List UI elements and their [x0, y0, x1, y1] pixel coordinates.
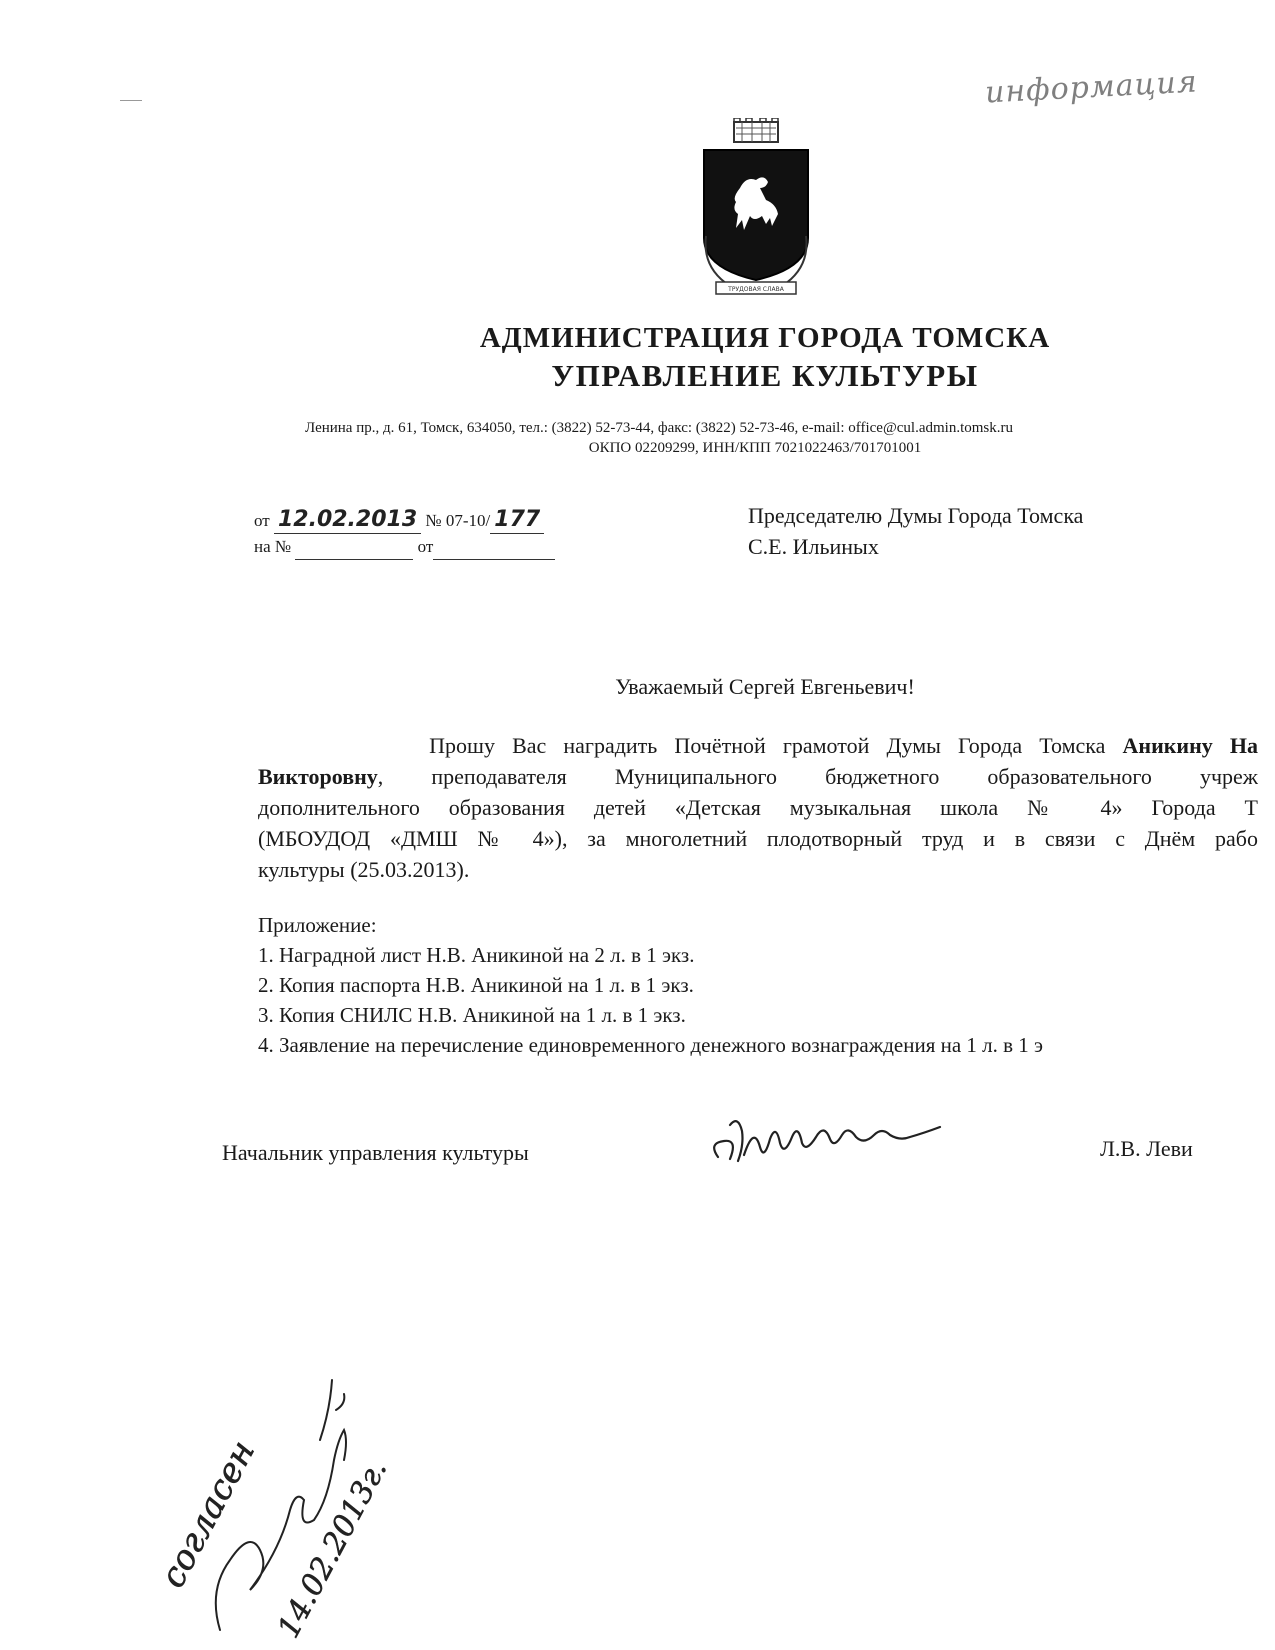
- body-line: Викторовну, преподавателя Муниципального бюджетного образовательного учреж: [258, 764, 1258, 789]
- appendix-item: 3. Копия СНИЛС Н.В. Аникиной на 1 л. в 1 экз.: [258, 1003, 686, 1027]
- addressee-name: С.Е. Ильиных: [748, 534, 879, 559]
- body-line: дополнительного образования детей «Детская музыкальная школа № 4» Города Т: [258, 795, 1258, 820]
- appendix-title: Приложение:: [258, 913, 377, 937]
- org-address: Ленина пр., д. 61, Томск, 634050, тел.: (3822) 52-73-44, факс: (3822) 52-73-46, e-mail: office@cul.admin.tomsk.ru: [305, 420, 1013, 436]
- ref-label: на №: [254, 537, 292, 556]
- appendix-item: 2. Копия паспорта Н.В. Аникиной на 1 л. в 1 экз.: [258, 973, 694, 997]
- addressee-title: Председателю Думы Города Томска: [748, 503, 1084, 528]
- tomsk-coat-of-arms-icon: [696, 118, 816, 308]
- signer-name: Л.В. Леви: [1100, 1136, 1193, 1161]
- appendix-item: 1. Наградной лист Н.В. Аникиной на 2 л. в 1 экз.: [258, 943, 695, 967]
- org-codes: ОКПО 02209299, ИНН/КПП 7021022463/701701001: [588, 440, 922, 456]
- body-line: Прошу Вас наградить Почётной грамотой Думы Города Томска Аникину На: [429, 733, 1259, 758]
- department-name: УПРАВЛЕНИЕ КУЛЬТУРЫ: [551, 358, 979, 393]
- from-label: от: [254, 511, 270, 530]
- handwritten-approval: [150, 1290, 470, 1650]
- org-name: АДМИНИСТРАЦИЯ ГОРОДА ТОМСКА: [479, 322, 1051, 354]
- addressee: [748, 500, 1083, 562]
- ribbon-text: ТРУДОВАЯ СЛАВА: [728, 286, 784, 293]
- registration-number: 177: [490, 507, 544, 534]
- ref-from-label: от: [417, 537, 434, 556]
- number-label: № 07-10/: [425, 511, 491, 530]
- signature-scrawl: [700, 1105, 1020, 1185]
- body-line: культуры (25.03.2013).: [258, 857, 470, 882]
- body-line: (МБОУДОД «ДМШ № 4»), за многолетний плодотворный труд и в связи с Днём рабо: [258, 826, 1258, 851]
- registration-block: [254, 507, 555, 560]
- greeting: Уважаемый Сергей Евгеньевич!: [615, 674, 915, 699]
- approval-date: 14.02.2013г.: [271, 1453, 395, 1644]
- appendix: [258, 910, 1043, 1060]
- corner-handwritten-stamp: информация: [984, 64, 1199, 111]
- signer-title: Начальник управления культуры: [222, 1140, 529, 1165]
- awardee-patronymic: Викторовну: [258, 764, 378, 789]
- appendix-item: 4. Заявление на перечисление единовременного денежного вознаграждения на 1 л. в 1 э: [258, 1033, 1044, 1057]
- approval-word: согласен: [152, 1434, 264, 1595]
- ref-number-blank: [295, 543, 413, 560]
- awardee-surname: Аникину На: [1122, 733, 1259, 758]
- scan-mark: [120, 100, 142, 101]
- letter-body: [258, 730, 1258, 885]
- registration-date: 12.02.2013: [274, 507, 421, 534]
- mural-crown: [734, 118, 778, 142]
- ref-date-blank: [433, 543, 555, 560]
